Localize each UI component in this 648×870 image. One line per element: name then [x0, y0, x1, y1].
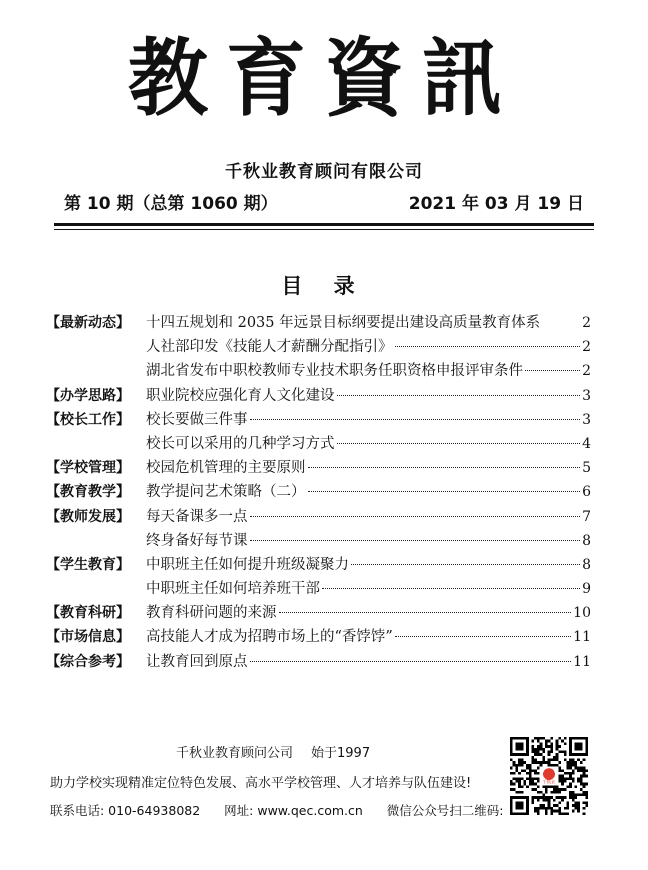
- toc-row[interactable]: [46, 530, 591, 554]
- toc-category: 【教师发展】: [46, 508, 130, 525]
- toc-entry-title[interactable]: 终身备好每节课: [146, 532, 248, 549]
- toc-entry[interactable]: [146, 602, 591, 624]
- toc-page-number: 10: [573, 605, 591, 622]
- toc-page-number: 2: [582, 363, 591, 380]
- toc-page-number: 11: [573, 629, 591, 646]
- toc-entry-title[interactable]: 教学提问艺术策略（二）: [146, 484, 306, 501]
- toc-dot-leader: [395, 636, 571, 637]
- toc-dot-leader: [395, 346, 581, 347]
- toc-entry[interactable]: [146, 578, 591, 600]
- toc-entry[interactable]: [146, 385, 591, 407]
- toc-row[interactable]: [46, 457, 591, 481]
- toc-heading: 目 录: [281, 274, 367, 298]
- publisher-name: 千秋业教育顾问有限公司: [225, 162, 423, 182]
- toc-entry[interactable]: [146, 481, 591, 503]
- toc-page-number: 11: [573, 653, 591, 670]
- toc-dot-leader: [279, 612, 572, 613]
- table-of-contents: [46, 312, 591, 675]
- toc-page-number: 6: [582, 484, 591, 501]
- toc-entry-title[interactable]: 每天备课多一点: [146, 508, 248, 525]
- footer-phone: 联系电话: 010-64938082: [50, 803, 201, 818]
- toc-page-number: 8: [582, 556, 591, 573]
- toc-row[interactable]: [46, 360, 591, 384]
- toc-dot-leader: [322, 588, 580, 589]
- wechat-qr-code[interactable]: [510, 737, 588, 815]
- toc-row[interactable]: [46, 651, 591, 675]
- toc-row[interactable]: [46, 409, 591, 433]
- toc-category: 【学校管理】: [46, 460, 130, 477]
- toc-entry[interactable]: [146, 336, 591, 358]
- footer-wechat: 微信公众号扫二维码:: [386, 803, 504, 818]
- toc-page-number: 8: [582, 532, 591, 549]
- toc-entry-title[interactable]: 湖北省发布中职校教师专业技术职务任职资格申报评审条件: [146, 363, 523, 380]
- toc-category: 【办学思路】: [46, 387, 130, 404]
- toc-page-number: 3: [582, 411, 591, 428]
- toc-dot-leader: [337, 395, 581, 396]
- toc-entry-title[interactable]: 中职班主任如何提升班级凝聚力: [146, 556, 349, 573]
- footer-slogan: 助力学校实现精准定位特色发展、高水平学校管理、人才培养与队伍建设!: [50, 776, 472, 791]
- toc-row[interactable]: [46, 385, 591, 409]
- toc-entry[interactable]: [146, 409, 591, 431]
- toc-dot-leader: [250, 661, 572, 662]
- toc-page-number: 4: [582, 435, 591, 452]
- footer-website: 网址: www.qec.com.cn: [224, 803, 363, 818]
- toc-category: 【市场信息】: [46, 629, 130, 646]
- toc-row[interactable]: [46, 433, 591, 457]
- toc-dot-leader: [525, 370, 580, 371]
- toc-page-number: 5: [582, 460, 591, 477]
- toc-category: 【学生教育】: [46, 556, 130, 573]
- toc-entry-title[interactable]: 中职班主任如何培养班干部: [146, 581, 320, 598]
- qr-logo-text: 千秋业: [542, 780, 556, 786]
- header-rule-thin: [54, 229, 594, 230]
- toc-entry[interactable]: [146, 433, 591, 455]
- toc-entry-title[interactable]: 让教育回到原点: [146, 653, 248, 670]
- toc-entry[interactable]: [146, 312, 591, 334]
- issue-number: 第 10 期（总第 1060 期）: [64, 194, 278, 214]
- toc-entry[interactable]: [146, 530, 591, 552]
- toc-entry-title[interactable]: 校长要做三件事: [146, 411, 248, 428]
- issue-date: 2021 年 03 月 19 日: [408, 194, 584, 214]
- toc-entry[interactable]: [146, 651, 591, 673]
- qr-logo-icon: [543, 768, 555, 780]
- toc-dot-leader: [308, 467, 581, 468]
- footer-company-line: [176, 742, 370, 761]
- toc-entry-title[interactable]: 高技能人才成为招聘市场上的“香饽饽”: [146, 629, 393, 646]
- toc-row[interactable]: [46, 336, 591, 360]
- toc-dot-leader: [250, 516, 581, 517]
- toc-row[interactable]: [46, 481, 591, 505]
- toc-row[interactable]: [46, 506, 591, 530]
- toc-category: 【综合参考】: [46, 653, 130, 670]
- toc-page-number: 7: [582, 508, 591, 525]
- footer-since: 始于1997: [311, 746, 371, 761]
- toc-row[interactable]: [46, 312, 591, 336]
- header-rule-thick: [54, 223, 594, 226]
- toc-dot-leader: [351, 564, 580, 565]
- toc-category: 【教育教学】: [46, 484, 130, 501]
- footer-contact-line: [50, 801, 524, 819]
- footer-company: 千秋业教育顾问公司: [176, 746, 294, 761]
- toc-row[interactable]: [46, 554, 591, 578]
- toc-row[interactable]: [46, 602, 591, 626]
- toc-page-number: 2: [582, 339, 591, 356]
- toc-dot-leader: [250, 419, 581, 420]
- toc-dot-leader: [337, 443, 581, 444]
- toc-entry-title[interactable]: 教育科研问题的来源: [146, 605, 277, 622]
- toc-dot-leader: [308, 491, 581, 492]
- toc-entry-title[interactable]: 职业院校应强化育人文化建设: [146, 387, 335, 404]
- toc-page-number: 3: [582, 387, 591, 404]
- toc-row[interactable]: [46, 578, 591, 602]
- toc-category: 【教育科研】: [46, 605, 130, 622]
- toc-page-number: 2: [582, 315, 591, 331]
- toc-entry[interactable]: [146, 506, 591, 528]
- toc-entry-title[interactable]: 校长可以采用的几种学习方式: [146, 435, 335, 452]
- toc-entry[interactable]: [146, 626, 591, 648]
- toc-entry[interactable]: [146, 554, 591, 576]
- masthead-title: 教育資訊: [128, 28, 520, 128]
- toc-category: 【校长工作】: [46, 411, 130, 428]
- toc-category: 【最新动态】: [46, 315, 130, 331]
- toc-page-number: 9: [582, 581, 591, 598]
- toc-entry[interactable]: [146, 360, 591, 382]
- toc-entry-title[interactable]: 校园危机管理的主要原则: [146, 460, 306, 477]
- issue-info: [64, 189, 584, 215]
- toc-entry-title[interactable]: 十四五规划和 2035 年远景目标纲要提出建设高质量教育体系: [146, 315, 541, 331]
- toc-dot-leader: [250, 540, 581, 541]
- toc-entry-title[interactable]: 人社部印发《技能人才薪酬分配指引》: [146, 339, 393, 356]
- toc-row[interactable]: [46, 626, 591, 650]
- toc-entry[interactable]: [146, 457, 591, 479]
